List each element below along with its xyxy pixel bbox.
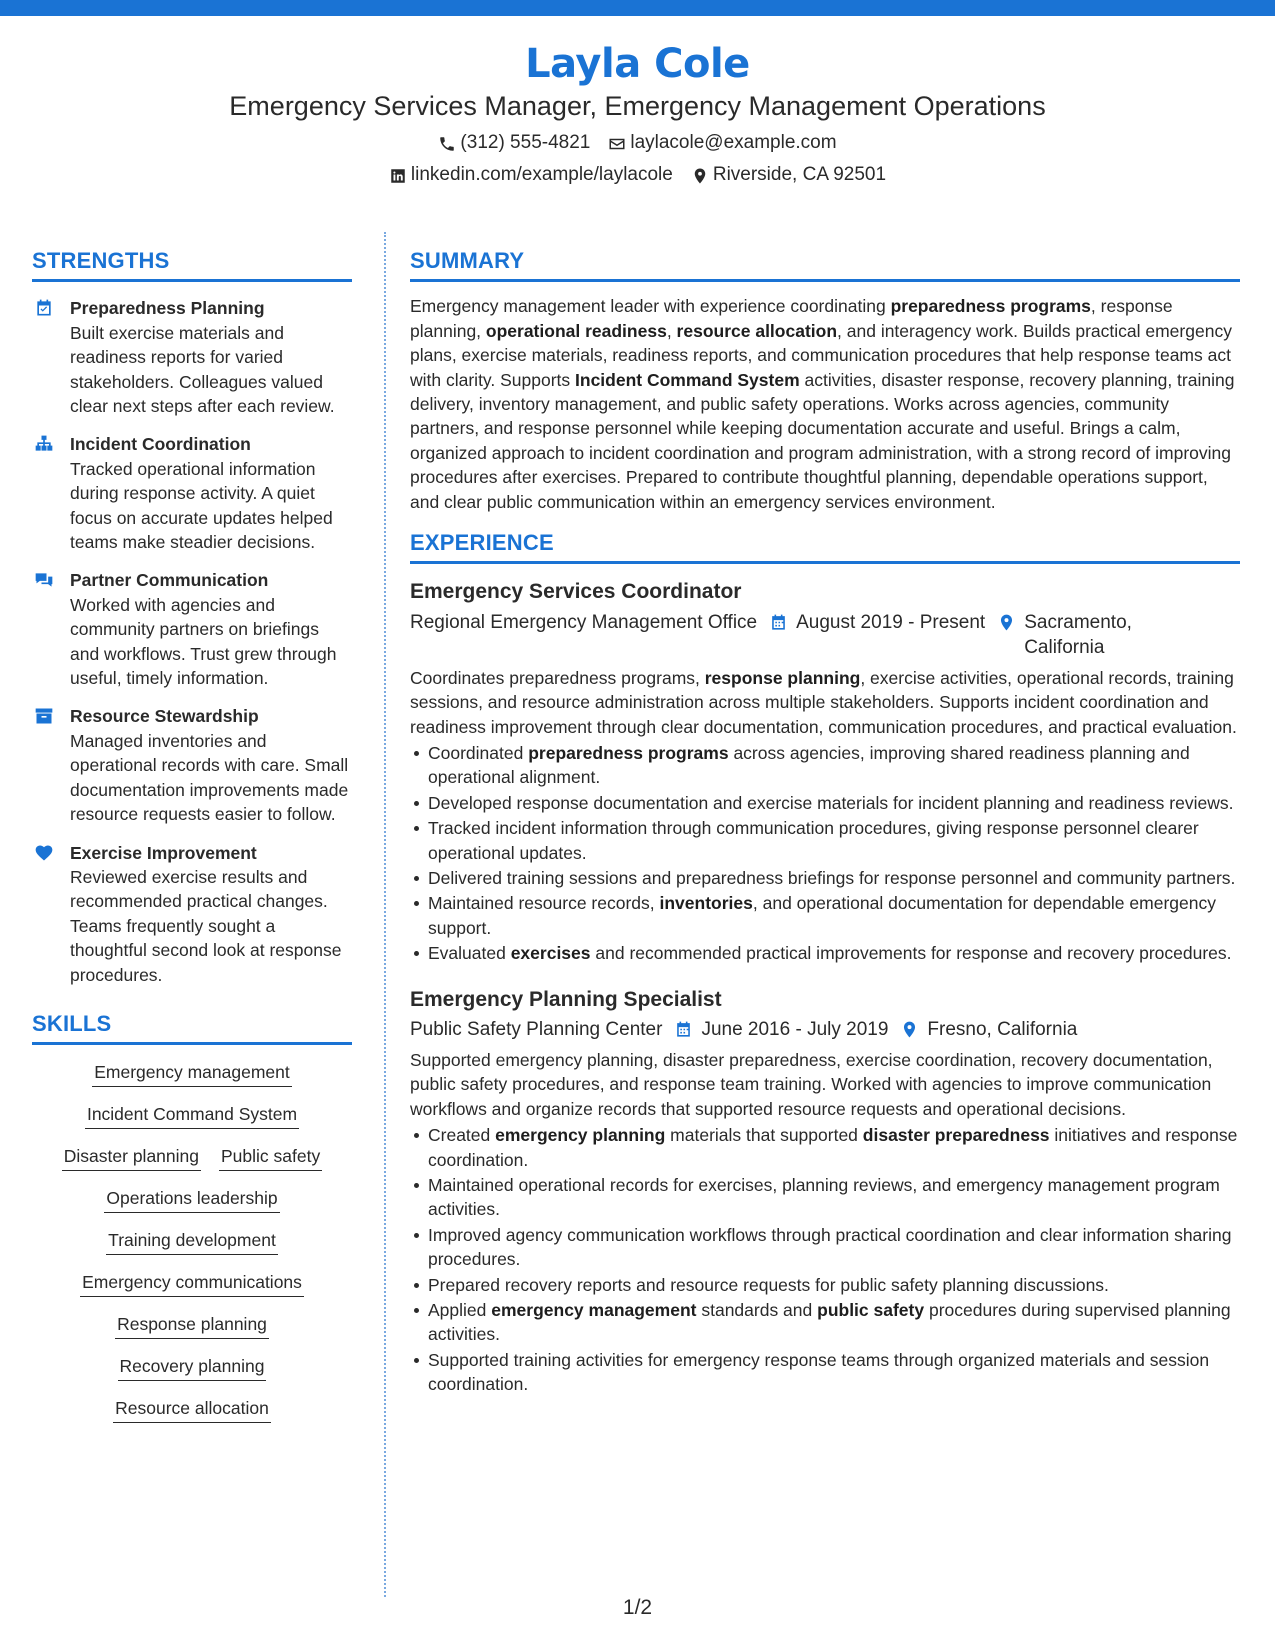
text-run: and recommended practical improvements for response and recovery procedures. — [590, 943, 1232, 964]
skill-tag: Training development — [106, 1227, 278, 1255]
text-run: Created — [428, 1125, 496, 1146]
list-item — [410, 891, 1240, 940]
text-run: Tracked incident information through communication procedures, giving response personnel clearer operational updates. — [428, 818, 1199, 863]
strength-text: Built exercise materials and readiness reports for varied stakeholders. Colleagues valued clear next steps after each review. — [70, 322, 335, 417]
strength-text: Reviewed exercise results and recommended practical changes. Teams frequently sought a thoughtful second look at response procedures. — [70, 866, 342, 985]
skill-row — [32, 1101, 352, 1129]
strength-item — [32, 432, 352, 554]
highlighted-term: Incident Command System — [575, 369, 800, 390]
strength-item — [32, 841, 352, 987]
job-meta — [410, 610, 1240, 660]
calendar-icon — [769, 613, 788, 632]
job-dates — [674, 1017, 888, 1042]
list-item — [410, 1173, 1240, 1222]
phone-icon — [438, 135, 456, 153]
highlighted-term: disaster preparedness — [862, 1125, 1050, 1146]
job-entry — [410, 986, 1240, 1397]
envelope-icon — [608, 135, 626, 153]
text-run: Maintained resource records, — [428, 893, 660, 914]
strength-text: Tracked operational information during response activity. A quiet focus on accurate updates helped teams make steadier decisions. — [70, 458, 333, 553]
list-item — [410, 941, 1240, 965]
text-run: , — [666, 320, 677, 341]
highlighted-term: inventories — [659, 893, 753, 914]
list-item — [410, 1298, 1240, 1347]
text-run: initiatives and response coordination. — [428, 1125, 1238, 1170]
text-run: Maintained operational records for exercises, planning reviews, and emergency management program activities. — [428, 1174, 1220, 1220]
strength-item — [32, 296, 352, 418]
map-pin-icon — [900, 1020, 919, 1039]
job-company: Regional Emergency Management Office — [410, 611, 758, 633]
list-item — [410, 866, 1240, 890]
highlighted-term: public safety — [817, 1299, 925, 1320]
strength-title: Incident Coordination — [70, 434, 251, 455]
linkedin-text: linkedin.com/example/laylacole — [410, 164, 673, 186]
candidate-name: Layla Cole — [525, 41, 750, 87]
list-item — [410, 1273, 1240, 1297]
list-item — [410, 1123, 1240, 1172]
summary-heading: SUMMARY — [410, 248, 1240, 282]
strength-title: Resource Stewardship — [70, 706, 259, 727]
heart-icon — [32, 841, 56, 987]
job-dates-text: August 2019 - Present — [796, 611, 986, 633]
archive-icon — [32, 704, 56, 826]
text-run: Coordinates preparedness programs, — [410, 667, 705, 688]
phone-text: (312) 555-4821 — [460, 132, 591, 154]
skill-tag: Resource allocation — [113, 1395, 271, 1423]
job-meta — [410, 1017, 1240, 1042]
strength-title: Preparedness Planning — [70, 298, 265, 319]
strength-body — [70, 432, 352, 554]
highlighted-term: operational readiness — [485, 320, 667, 341]
strength-body — [70, 704, 352, 826]
text-run: , and operational documentation for dependable emergency support. — [428, 893, 1216, 938]
job-title: Emergency Planning Specialist — [410, 987, 722, 1011]
strengths-list — [32, 296, 352, 987]
strength-body — [70, 296, 352, 418]
job-entry — [410, 578, 1240, 965]
job-location — [900, 1017, 1077, 1042]
text-run: Delivered training sessions and preparedness briefings for response personnel and community partners. — [428, 867, 1236, 888]
strength-title: Partner Communication — [70, 570, 269, 591]
job-company: Public Safety Planning Center — [410, 1018, 663, 1040]
job-title: Emergency Services Coordinator — [410, 580, 742, 604]
candidate-title: Emergency Services Manager, Emergency Management Operations — [229, 91, 1046, 121]
phone-contact[interactable] — [438, 132, 590, 155]
skill-row — [32, 1269, 352, 1297]
map-pin-icon — [691, 167, 709, 185]
strength-text: Worked with agencies and community partners on briefings and workflows. Trust grew through useful, timely information. — [70, 594, 337, 689]
list-item — [410, 791, 1240, 815]
text-run: , response planning, — [410, 296, 1173, 341]
skill-row — [32, 1143, 352, 1171]
job-location — [997, 610, 1164, 660]
experience-heading: EXPERIENCE — [410, 530, 1240, 564]
page-number: 1/2 — [622, 1596, 653, 1619]
sitemap-icon — [32, 432, 56, 554]
strength-title: Exercise Improvement — [70, 842, 257, 863]
text-run: Improved agency communication workflows through practical coordination and clear information sharing procedures. — [428, 1224, 1232, 1270]
text-run: Coordinated — [428, 742, 529, 763]
contact-row-2 — [0, 164, 1275, 187]
text-run: activities, disaster response, recovery planning, training delivery, inventory management, and public safety operations. Works across agencies, community partners, and response personnel while keeping documentation accurate and useful. Brings a calm, organized approach to incident coordination and program administration, with a strong record of improving procedures after exercises. Prepared to contribute thoughtful planning, dependable operations support, and clear public communication within an emergency services environment. — [410, 369, 1235, 512]
comments-icon — [32, 568, 56, 690]
strength-item — [32, 704, 352, 826]
text-run: , and interagency work. Builds practical emergency plans, exercise materials, readiness reports, and communication procedures that help response teams act with clarity. Supports — [410, 320, 1232, 390]
resume-header — [0, 40, 1275, 187]
email-text: laylacole@example.com — [630, 132, 837, 154]
linkedin-contact[interactable] — [389, 164, 673, 187]
strength-item — [32, 568, 352, 690]
text-run: Emergency management leader with experience coordinating — [410, 296, 891, 317]
summary-text — [410, 294, 1240, 514]
highlighted-term: preparedness programs — [890, 296, 1091, 317]
skill-row — [32, 1059, 352, 1087]
skill-tag: Operations leadership — [104, 1185, 279, 1213]
email-contact[interactable] — [608, 132, 836, 155]
text-run: across agencies, improving shared readiness planning and operational alignment. — [428, 742, 1190, 788]
left-column — [32, 248, 352, 1423]
skill-tag: Emergency communications — [80, 1269, 304, 1297]
highlighted-term: emergency planning — [495, 1125, 666, 1146]
text-run: , exercise activities, operational records, training sessions, and resource administration across multiple stakeholders. Supports incident coordination and readiness improvement through clear documentation, communication procedures, and practical evaluation. — [410, 667, 1237, 737]
job-bullets — [410, 1123, 1240, 1396]
text-run: Applied — [428, 1299, 492, 1320]
experience-list — [410, 578, 1240, 1396]
skill-tag: Recovery planning — [118, 1353, 267, 1381]
map-pin-icon — [997, 613, 1016, 632]
job-dates-text: June 2016 - July 2019 — [701, 1018, 889, 1040]
text-run: Prepared recovery reports and resource requests for public safety planning discussions. — [428, 1274, 1109, 1295]
skills-list — [32, 1059, 352, 1423]
right-column — [410, 248, 1240, 1397]
skill-tag: Incident Command System — [85, 1101, 299, 1129]
contact-row-1 — [0, 132, 1275, 155]
highlighted-term: exercises — [510, 943, 591, 964]
list-item — [410, 816, 1240, 865]
list-item — [410, 1348, 1240, 1397]
job-bullets — [410, 741, 1240, 966]
calendar-icon — [674, 1020, 693, 1039]
text-run: standards and — [696, 1299, 818, 1320]
skill-tag: Response planning — [115, 1311, 269, 1339]
skill-row — [32, 1395, 352, 1423]
skill-row — [32, 1185, 352, 1213]
strength-body — [70, 568, 352, 690]
top-accent-bar — [0, 0, 1275, 16]
text-run: Supported emergency planning, disaster preparedness, exercise coordination, recovery documentation, public safety procedures, and response team training. Worked with agencies to improve communication workflows and organize records that supported resource requests and operational decisions. — [410, 1049, 1213, 1119]
text-run: procedures during supervised planning activities. — [428, 1299, 1231, 1345]
job-location-text: Sacramento, California — [1024, 611, 1132, 658]
highlighted-term: preparedness programs — [528, 742, 729, 763]
job-location-text: Fresno, California — [927, 1018, 1078, 1040]
skill-row — [32, 1227, 352, 1255]
text-run: Supported training activities for emergency response teams through organized materials and session coordination. — [428, 1349, 1210, 1395]
highlighted-term: response planning — [704, 667, 861, 688]
list-item — [410, 1223, 1240, 1272]
text-run: Developed response documentation and exercise materials for incident planning and readiness reviews. — [428, 792, 1234, 813]
job-description — [410, 1048, 1240, 1121]
job-dates — [769, 610, 985, 660]
highlighted-term: emergency management — [491, 1299, 697, 1320]
job-description — [410, 666, 1240, 739]
strength-text: Managed inventories and operational records with care. Small documentation improvements made resource requests easier to follow. — [70, 730, 349, 825]
linkedin-icon — [389, 167, 407, 185]
text-run: Evaluated — [428, 943, 511, 964]
skill-row — [32, 1311, 352, 1339]
list-item — [410, 741, 1240, 790]
text-run: materials that supported — [665, 1125, 863, 1146]
location-text: Riverside, CA 92501 — [712, 164, 887, 186]
skills-heading: SKILLS — [32, 1011, 352, 1045]
highlighted-term: resource allocation — [676, 320, 838, 341]
column-divider — [384, 232, 386, 1597]
strengths-heading: STRENGTHS — [32, 248, 352, 282]
location-contact — [691, 164, 886, 187]
skill-tag: Public safety — [219, 1143, 322, 1171]
skill-tag: Disaster planning — [62, 1143, 201, 1171]
skill-tag: Emergency management — [92, 1059, 292, 1087]
skill-row — [32, 1353, 352, 1381]
strength-body — [70, 841, 352, 987]
calendar-check-icon — [32, 296, 56, 418]
